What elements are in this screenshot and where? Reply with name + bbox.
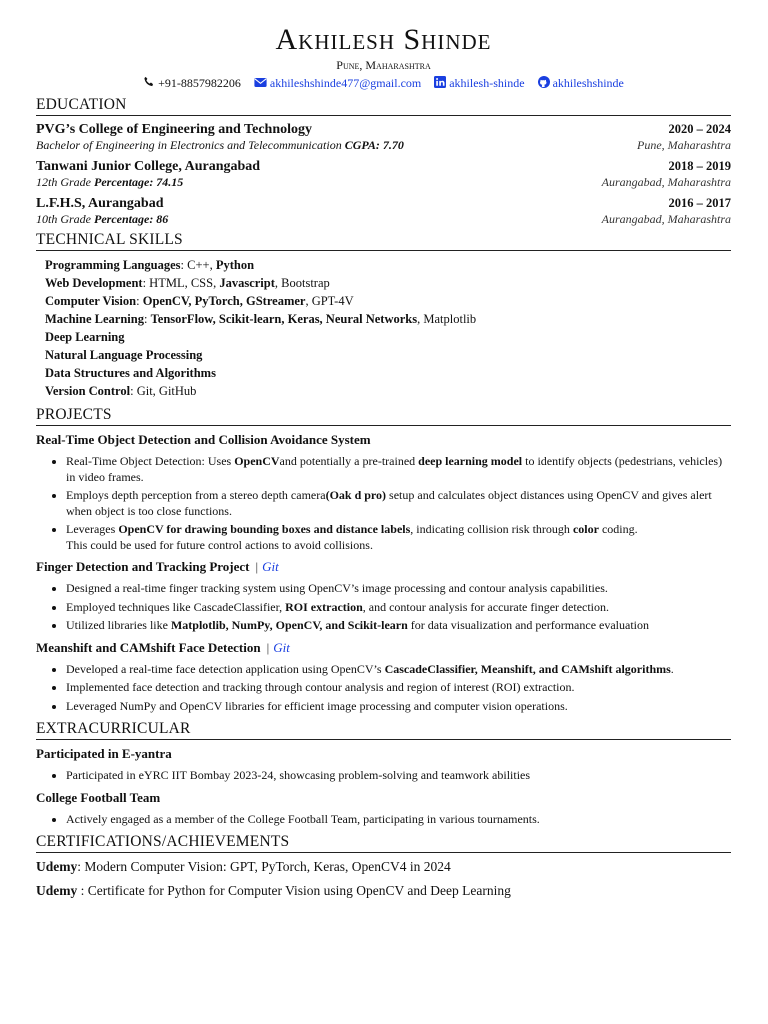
education-row-detail	[36, 175, 731, 190]
extracurricular-heading: EXTRACURRICULAR	[36, 720, 731, 740]
skill-row	[45, 292, 731, 310]
education-row-detail	[36, 138, 731, 153]
bullet-text: Implemented face detection and tracking through contour analysis and region of interest (ROI) extraction.	[66, 680, 575, 694]
bullet-item	[66, 680, 731, 696]
education-entry	[36, 158, 731, 190]
skill-values-rest: , Matplotlib	[417, 312, 477, 326]
degree-name: 10th Grade	[36, 212, 91, 226]
education-row-main	[36, 195, 731, 212]
education-heading: EDUCATION	[36, 96, 731, 116]
bullet-list	[36, 812, 731, 828]
certification-row	[36, 880, 731, 901]
linkedin-contact[interactable]	[434, 74, 524, 92]
skill-separator: :	[136, 294, 143, 308]
bullet-item	[66, 699, 731, 715]
projects-heading: PROJECTS	[36, 406, 731, 426]
project-name: Meanshift and CAMshift Face Detection	[36, 639, 261, 655]
skill-row	[45, 382, 731, 400]
extracurricular-entry	[36, 746, 731, 784]
bullet-text: This could be used for future control actions to avoid collisions.	[66, 537, 373, 552]
phone-number: +91-8857982206	[158, 76, 241, 90]
github-icon	[538, 76, 550, 88]
projects-list	[36, 432, 731, 714]
bullet-item	[66, 662, 731, 678]
bullet-text: , and contour analysis for accurate finger detection.	[362, 599, 610, 614]
certification-separator: :	[77, 859, 85, 874]
resume-page	[36, 22, 731, 901]
project-title	[36, 559, 731, 575]
skill-values: Git, GitHub	[136, 384, 197, 398]
skill-values-bold: Python	[215, 258, 255, 272]
bullet-list	[36, 581, 731, 634]
education-row-detail	[36, 212, 731, 227]
bullet-text: Leverages	[66, 522, 119, 536]
bullet-text: Developed a real-time face detection application using OpenCV’s	[66, 661, 385, 676]
education-location: Aurangabad, Maharashtra	[601, 212, 731, 226]
project-entry	[36, 432, 731, 553]
bullet-list	[36, 454, 731, 553]
project-title	[36, 432, 731, 448]
project-name: Real-Time Object Detection and Collision Avoidance System	[36, 432, 371, 447]
bullet-emphasis: color	[572, 522, 599, 536]
education-row-main	[36, 121, 731, 138]
project-entry	[36, 559, 731, 634]
education-location: Aurangabad, Maharashtra	[601, 175, 731, 189]
education-detail	[36, 175, 183, 190]
extracurricular-title: Participated in E-yantra	[36, 746, 172, 761]
bullet-text: Leveraged NumPy and OpenCV libraries for efficient image processing and computer vision operations.	[66, 698, 568, 713]
title-separator: |	[266, 639, 270, 655]
skill-row	[45, 364, 731, 382]
bullet-item	[66, 768, 731, 784]
certification-separator: :	[77, 883, 88, 898]
skill-values-bold: Javascript	[219, 276, 275, 290]
skill-category: Deep Learning	[45, 330, 125, 344]
bullet-text: and potentially a pre-trained	[279, 454, 419, 468]
skills-list	[45, 256, 731, 400]
education-score: Percentage: 86	[94, 212, 169, 226]
linkedin-icon	[434, 76, 446, 88]
certifications-list	[36, 856, 731, 901]
email-link[interactable]: akhileshshinde477@gmail.com	[269, 76, 422, 90]
certification-row	[36, 856, 731, 877]
skill-category: Computer Vision	[45, 294, 137, 308]
bullet-item	[66, 581, 731, 597]
education-list	[36, 121, 731, 227]
bullet-text: Designed a real-time finger tracking system using OpenCV’s image processing and contour analysis capabilities.	[66, 581, 608, 595]
envelope-icon	[254, 77, 267, 88]
bullet-item	[66, 600, 731, 616]
certification-text: Certificate for Python for Computer Vision using OpenCV and Deep Learning	[87, 883, 511, 898]
bullet-emphasis: ROI extraction	[285, 599, 363, 614]
bullet-item	[66, 522, 731, 553]
project-entry	[36, 640, 731, 715]
education-location: Pune, Maharashtra	[637, 138, 731, 152]
education-score: CGPA: 7.70	[344, 138, 404, 152]
bullet-emphasis: CascadeClassifier, Meanshift, and CAMshift algorithms	[384, 661, 671, 676]
school-name: Tanwani Junior College, Aurangabad	[36, 159, 261, 174]
phone-icon	[143, 76, 155, 88]
skill-values-bold: OpenCV, PyTorch, GStreamer	[142, 294, 306, 308]
education-dates: 2020 – 2024	[668, 122, 731, 136]
skill-separator: :	[180, 258, 188, 272]
extracurricular-entry	[36, 790, 731, 828]
school-name: L.F.H.S, Aurangabad	[36, 196, 164, 211]
bullet-text: .	[670, 661, 674, 676]
skill-values-bold: TensorFlow, Scikit-learn, Keras, Neural Networks	[150, 312, 418, 326]
candidate-name: Akhilesh Shinde	[275, 23, 492, 56]
phone-contact	[143, 74, 241, 92]
skill-row	[45, 256, 731, 274]
skill-row	[45, 310, 731, 328]
skills-heading: TECHNICAL SKILLS	[36, 231, 731, 251]
education-dates: 2016 – 2017	[668, 196, 731, 210]
bullet-item	[66, 488, 731, 519]
bullet-text: coding.	[598, 522, 638, 536]
bullet-text: , indicating collision risk through	[410, 522, 573, 536]
bullet-text: Employs depth perception from a stereo depth camera	[66, 488, 326, 502]
title-separator: |	[255, 559, 259, 574]
skill-values: HTML, CSS,	[149, 276, 220, 290]
skill-values: C++,	[187, 258, 216, 272]
education-row-main	[36, 158, 731, 175]
skill-row	[45, 346, 731, 364]
bullet-list	[36, 768, 731, 784]
bullet-emphasis: deep learning model	[418, 454, 523, 468]
skill-category: Web Development	[45, 276, 143, 290]
contact-row	[36, 74, 731, 92]
skill-values-rest: , GPT-4V	[305, 294, 354, 308]
bullet-text: Utilized libraries like	[66, 618, 171, 632]
git-link[interactable]: Git	[273, 639, 290, 655]
github-link[interactable]: akhileshshinde	[552, 76, 624, 90]
skill-category: Machine Learning	[45, 312, 144, 326]
certification-provider: Udemy	[36, 883, 78, 898]
skill-separator: :	[143, 312, 151, 326]
bullet-emphasis: (Oak d pro)	[325, 488, 387, 502]
git-link[interactable]: Git	[262, 559, 279, 574]
bullet-text: Actively engaged as a member of the College Football Team, participating in various tournaments.	[66, 811, 540, 826]
bullet-text: for data visualization and performance evaluation	[407, 618, 650, 632]
bullet-list	[36, 662, 731, 715]
email-contact[interactable]	[254, 74, 421, 92]
education-entry	[36, 195, 731, 227]
education-detail	[36, 138, 404, 153]
skill-category: Data Structures and Algorithms	[45, 366, 216, 380]
education-entry	[36, 121, 731, 153]
bullet-text: setup and calculates object distances using OpenCV and gives alert when object is too close functions.	[66, 488, 712, 518]
skill-values-rest: , Bootstrap	[274, 276, 330, 290]
certification-provider: Udemy	[36, 859, 78, 874]
bullet-item	[66, 454, 731, 485]
bullet-text: Participated in eYRC IIT Bombay 2023-24, showcasing problem-solving and teamwork abilities	[66, 768, 531, 782]
education-detail	[36, 212, 168, 227]
project-name: Finger Detection and Tracking Project	[36, 559, 250, 574]
extracurricular-title: College Football Team	[36, 789, 161, 805]
skill-category: Version Control	[45, 384, 131, 398]
bullet-emphasis: OpenCV	[234, 454, 280, 468]
skill-row	[45, 328, 731, 346]
linkedin-link[interactable]: akhilesh-shinde	[449, 76, 525, 90]
bullet-text: to identify objects (pedestrians, vehicles) in video frames.	[66, 454, 723, 484]
skill-category: Programming Languages	[45, 258, 181, 272]
extracurricular-list	[36, 746, 731, 827]
skill-row	[45, 274, 731, 292]
bullet-emphasis: OpenCV for drawing bounding boxes and distance labels	[118, 522, 411, 536]
bullet-text: Real-Time Object Detection: Uses	[66, 454, 235, 468]
education-score: Percentage: 74.15	[94, 175, 184, 189]
project-title	[36, 640, 731, 656]
skill-separator: :	[130, 384, 137, 398]
bullet-item	[66, 618, 731, 634]
candidate-location: Pune, Maharashtra	[336, 58, 431, 72]
skill-separator: :	[142, 276, 150, 290]
certifications-heading: CERTIFICATIONS/ACHIEVEMENTS	[36, 833, 731, 853]
bullet-text: Employed techniques like CascadeClassifier,	[66, 599, 286, 614]
education-dates: 2018 – 2019	[668, 159, 731, 173]
certification-text: Modern Computer Vision: GPT, PyTorch, Keras, OpenCV4 in 2024	[84, 859, 451, 874]
bullet-item	[66, 812, 731, 828]
degree-name: Bachelor of Engineering in Electronics and Telecommunication	[36, 138, 342, 152]
github-contact[interactable]	[538, 74, 624, 92]
school-name: PVG’s College of Engineering and Technology	[36, 122, 313, 137]
degree-name: 12th Grade	[36, 175, 91, 189]
skill-category: Natural Language Processing	[45, 348, 203, 362]
bullet-emphasis: Matplotlib, NumPy, OpenCV, and Scikit-learn	[170, 618, 408, 632]
